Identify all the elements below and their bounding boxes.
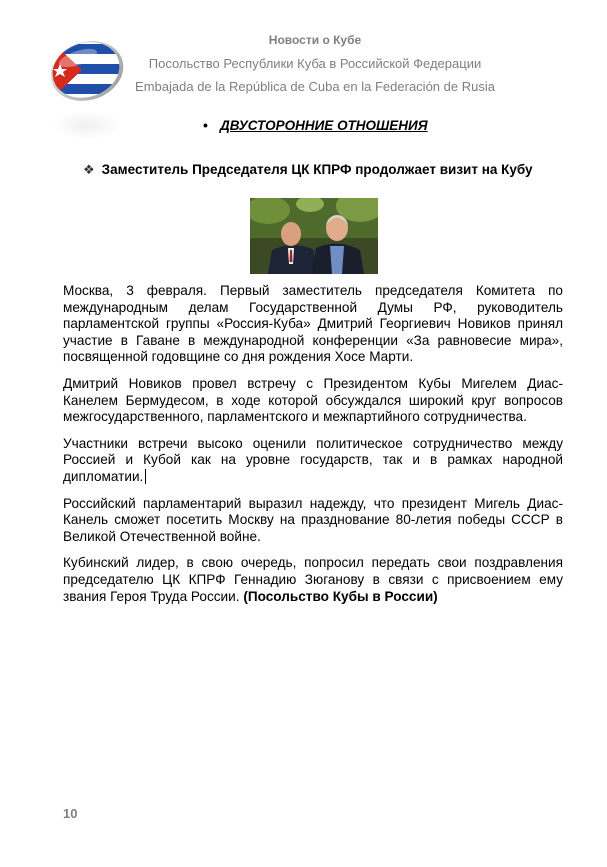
article-paragraph-text: Кубинский лидер, в свою очередь, попросил передать свои поздравления председателю ЦК КПРФ Геннадию Зюганову в связи с присвоением ему звания Героя Труда России. [63,555,563,604]
section-title: ДВУСТОРОННИЕ ОТНОШЕНИЯ [220,118,428,133]
article-paragraph-text: Участники встречи высоко оценили политическое сотрудничество между Россией и Кубой как на уровне государств, так и в рамках народной дипломатии. [63,435,563,484]
bullet-icon: • [203,117,208,133]
article-paragraph: Дмитрий Новиков провел встречу с Президентом Кубы Мигелем Диас-Канелем Бермудесом, в ходе которой обсуждался широкий круг вопросов межгосударственного, парламентского и межпартийного сотрудничества. [63,375,563,425]
article-headline [83,162,533,178]
page-number: 10 [63,806,78,821]
article-paragraph [63,436,563,486]
article-paragraph [63,555,563,605]
article-paragraph: Российский парламентарий выразил надежду, что президент Мигель Диас-Канель сможет посетить Москву на празднование 80-летия победы СССР в Великой Отечественной войне. [63,495,563,544]
header-embassy-ru: Посольство Республики Куба в Российской Федерации [148,56,482,71]
cuban-flag-logo [48,38,128,102]
headline-text: Заместитель Председателя ЦК КПРФ продолжает визит на Кубу [101,162,533,177]
logo-reflection [52,110,122,140]
article-source: (Посольство Кубы в России) [243,588,438,604]
article-photo [250,198,378,274]
article-body [63,283,563,615]
article-paragraph: Москва, 3 февраля. Первый заместитель председателя Комитета по международным делам Государственной Думы РФ, руководитель парламентской группы «Россия-Куба» Дмитрий Георгиевич Новиков принял участие в Гаване в международной конференции «За равновесие мира», посвященной годовщине со дня рождения Хосе Марти. [63,283,563,365]
header-news-title: Новости о Кубе [268,33,362,47]
header-embassy-es: Embajada de la República de Cuba en la Federación de Rusia [135,79,495,94]
text-cursor [145,469,146,484]
diamond-bullet-icon: ❖ [83,162,95,177]
